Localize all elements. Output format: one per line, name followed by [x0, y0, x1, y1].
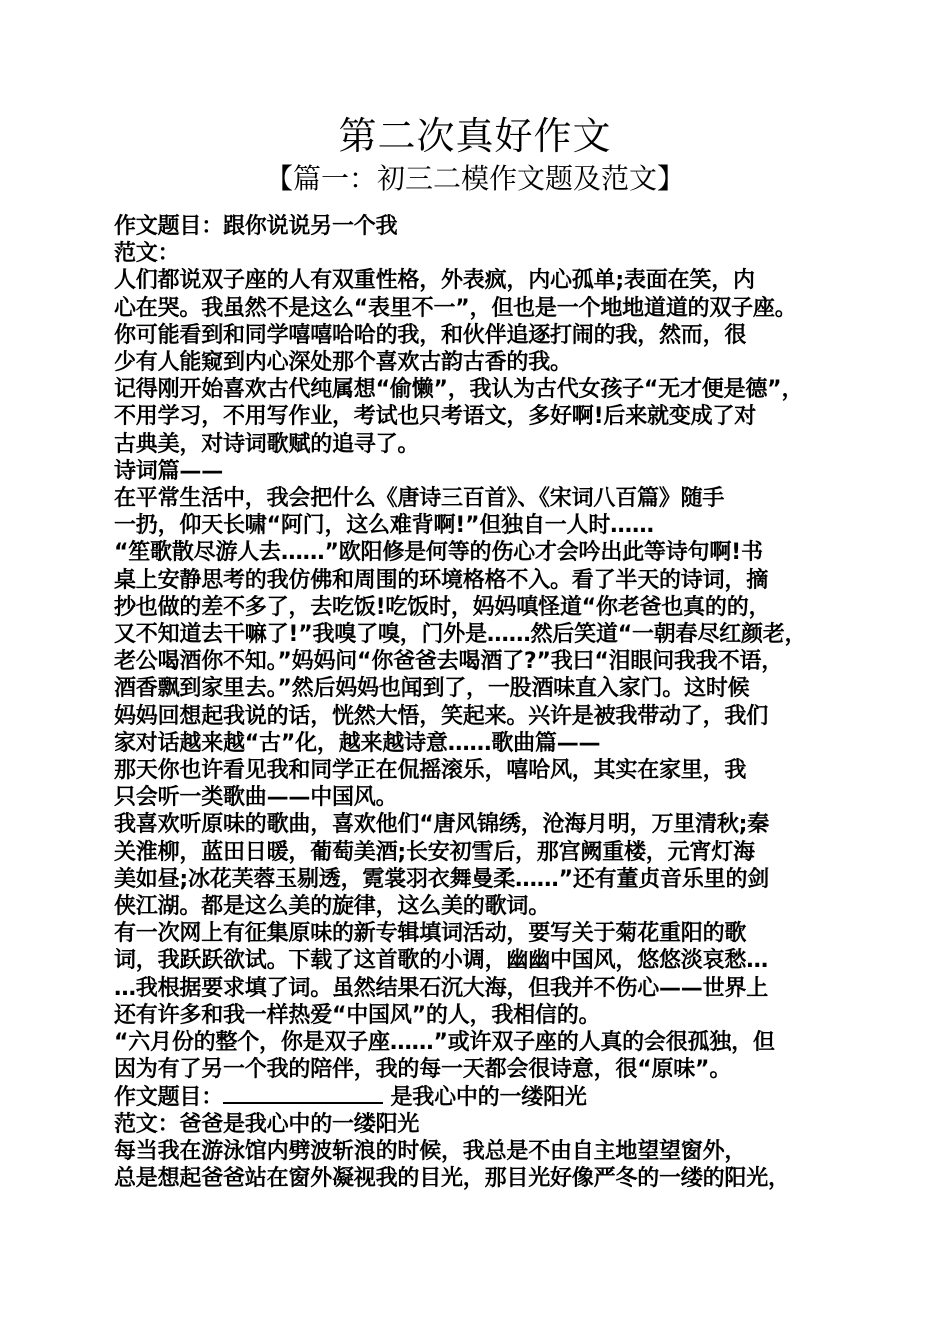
- text-line: 我喜欢听原味的歌曲，喜欢他们“唐风锦绣，沧海月明，万里清秋;秦: [114, 812, 770, 838]
- text-line: 词，我跃跃欲试。下载了这首歌的小调，幽幽中国风，悠悠淡哀愁…: [114, 948, 769, 974]
- document-body: [114, 213, 844, 1192]
- prompt-two-prefix: 作文题目：: [114, 1084, 224, 1110]
- fill-in-blank: [223, 1084, 383, 1104]
- text-line: 古典美，对诗词歌赋的追寻了。: [114, 431, 420, 457]
- text-line: 你可能看到和同学嘻嘻哈哈的我，和伙伴追逐打闹的我，然而，很: [114, 322, 747, 348]
- text-line: “六月份的整个，你是双子座……”或许双子座的人真的会很孤独，但: [114, 1030, 775, 1056]
- document-title: 第二次真好作文: [338, 114, 612, 158]
- text-line: 侠江湖。都是这么美的旋律，这么美的歌词。: [114, 894, 551, 920]
- essay-two: [114, 1111, 844, 1193]
- text-line: 不用学习，不用写作业，考试也只考语文，多好啊!后来就变成了对: [114, 404, 757, 430]
- text-line: 作文题目：跟你说说另一个我: [114, 214, 398, 239]
- text-line: 那天你也许看见我和同学正在侃摇滚乐，嘻哈风，其实在家里，我: [114, 758, 747, 784]
- text-line: 妈妈回想起我说的话，恍然大悟，笑起来。兴许是被我带动了，我们: [114, 703, 769, 729]
- text-line: 还有许多和我一样热爱“中国风”的人，我相信的。: [114, 1002, 601, 1028]
- text-line: 诗词篇——: [114, 458, 224, 484]
- text-line: 记得刚开始喜欢古代纯属想“偷懒”，我认为古代女孩子“无才便是德”，: [114, 377, 804, 403]
- text-line: 心在哭。我虽然不是这么“表里不一”，但也是一个地地道道的双子座。: [114, 295, 797, 321]
- text-line: 范文：: [114, 241, 180, 267]
- text-line: 老公喝酒你不知。”妈妈问“你爸爸去喝酒了?”我曰“泪眼问我我不语，: [114, 649, 783, 675]
- text-line: 总是想起爸爸站在窗外凝视我的目光，那目光好像严冬的一缕的阳光，: [114, 1166, 790, 1192]
- text-line: 家对话越来越“古”化，越来越诗意……歌曲篇——: [114, 730, 601, 756]
- text-line: 关淮柳，蓝田日暖，葡萄美酒;长安初雪后，那宫阙重楼，元宵灯海: [114, 839, 755, 865]
- text-line: 只会听一类歌曲——中国风。: [114, 785, 398, 811]
- text-line: 每当我在游泳馆内劈波斩浪的时候，我总是不由自主地望望窗外，: [114, 1138, 747, 1164]
- essay-prompt-two: [114, 1084, 844, 1111]
- text-line: 酒香飘到家里去。”然后妈妈也闻到了，一股酒味直入家门。这时候: [114, 676, 750, 702]
- text-line: 少有人能窥到内心深处那个喜欢古韵古香的我。: [114, 350, 572, 376]
- text-line: …我根据要求填了词。虽然结果石沉大海，但我并不伤心——世界上: [114, 975, 769, 1001]
- document-subtitle: 【篇一：初三二模作文题及范文】: [264, 162, 685, 195]
- text-line: 在平常生活中，我会把什么《唐诗三百首》、《宋词八百篇》随手: [114, 486, 725, 512]
- text-line: 因为有了另一个我的陪伴，我的每一天都会很诗意，很“原味”。: [114, 1057, 732, 1083]
- text-line: 人们都说双子座的人有双重性格，外表疯，内心孤单;表面在笑，内: [114, 268, 755, 294]
- text-line: 有一次网上有征集原味的新专辑填词活动，要写关于菊花重阳的歌: [114, 921, 747, 947]
- text-line: 又不知道去干嘛了!”我嗅了嗅，门外是……然后笑道“一朝春尽红颜老，: [114, 622, 807, 648]
- text-line: 美如昼;冰花芙蓉玉剔透，霓裳羽衣舞曼柔……”还有董贞音乐里的剑: [114, 866, 770, 892]
- text-line: “笙歌散尽游人去……”欧阳修是何等的伤心才会吟出此等诗句啊!书: [114, 540, 763, 566]
- text-line: 一扔，仰天长啸“阿门，这么难背啊!”但独自一人时……: [114, 513, 654, 539]
- text-line: 范文：爸爸是我心中的一缕阳光: [114, 1111, 420, 1137]
- text-line: 桌上安静思考的我仿佛和周围的环境格格不入。看了半天的诗词，摘: [114, 567, 769, 593]
- essay-one: [114, 213, 844, 1084]
- prompt-two-suffix: 是我心中的一缕阳光: [383, 1084, 587, 1110]
- text-line: 抄也做的差不多了，去吃饭!吃饭时，妈妈嗔怪道“你老爸也真的的，: [114, 594, 771, 620]
